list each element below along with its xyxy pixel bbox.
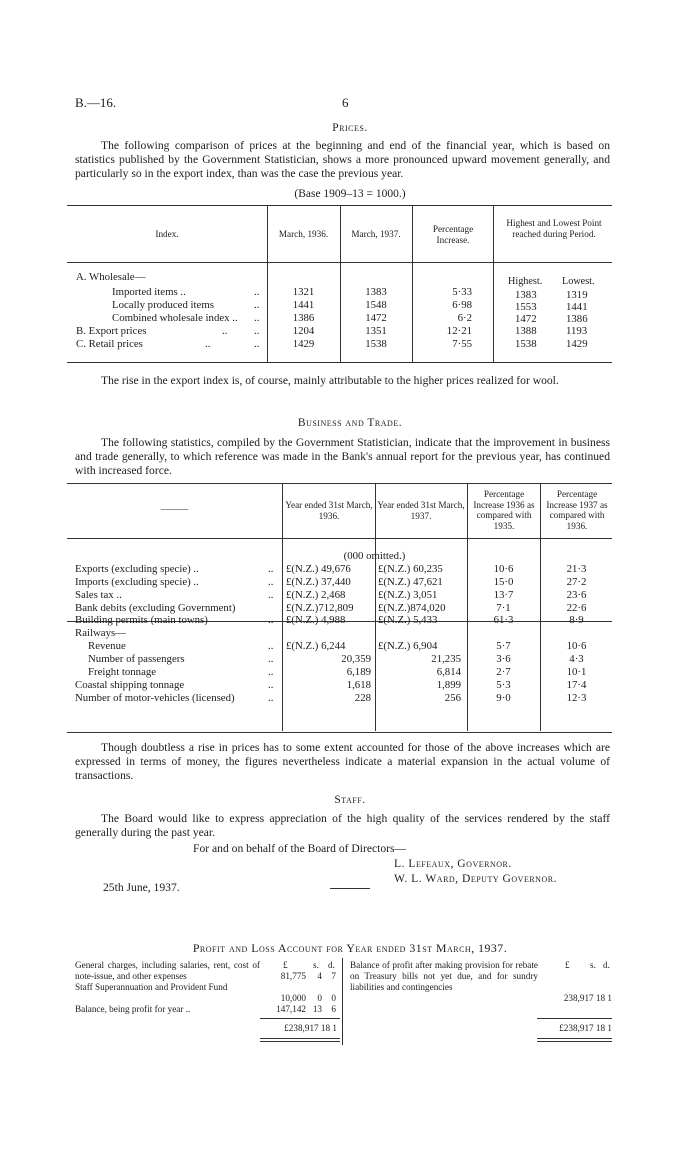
business-cell-1937: £(N.Z.) 3,051 <box>378 589 438 601</box>
business-row-label: Imports (excluding specie) .. <box>75 576 199 588</box>
prices-row-label: Locally produced items <box>112 299 214 311</box>
business-cell-pct-1936: 13·7 <box>493 589 514 601</box>
prices-cell-low: 1429 <box>566 338 588 350</box>
pl-left-amt3-pounds: 147,142 <box>276 1004 306 1014</box>
pl-right-head-pence: d. <box>603 960 610 970</box>
prices-row-label: A. Wholesale— <box>76 271 146 283</box>
business-row-label: Bank debits (excluding Government) <box>75 602 236 614</box>
prices-cell-pct: 7·55 <box>452 338 472 350</box>
pl-right-head-shillings: s. <box>590 960 596 970</box>
business-cell-pct-1937: 10·6 <box>566 640 587 652</box>
prices-base-note: (Base 1909–13 = 1000.) <box>294 188 406 200</box>
business-cell-1937: £(N.Z.) 60,235 <box>378 563 443 575</box>
prices-row-label: C. Retail prices <box>76 338 143 350</box>
prices-sub-highest: Highest. <box>508 276 543 287</box>
business-cell-1937: 6,814 <box>436 666 461 678</box>
business-heading: Business and Trade. <box>297 417 403 429</box>
prices-row-dots: .. <box>222 325 228 337</box>
business-cell-1937: 256 <box>444 692 461 704</box>
business-cell-pct-1936: 2·7 <box>496 666 511 678</box>
prices-cell-high: 1388 <box>515 325 537 337</box>
business-cell-1937: 1,899 <box>436 679 461 691</box>
business-cell-1936: £(N.Z.) 2,468 <box>286 589 346 601</box>
prices-cell-1937: 1472 <box>365 312 387 324</box>
prices-heading: Prices. <box>332 122 368 134</box>
pl-right-total: £238,917 18 1 <box>559 1023 612 1033</box>
prices-row-dots: .. <box>254 299 260 311</box>
business-row-label: Coastal shipping tonnage <box>75 679 185 691</box>
prices-cell-pct: 5·33 <box>452 286 472 298</box>
prices-cell-low: 1441 <box>566 301 588 313</box>
business-row-label: Building permits (main towns) <box>75 614 208 626</box>
prices-col-percentage: Percentage Increase. <box>432 224 474 245</box>
pl-left-head-shillings: s. <box>313 960 319 970</box>
business-row-dots: .. <box>268 692 274 704</box>
business-cell-pct-1936: 5·7 <box>496 640 511 652</box>
prices-cell-1937: 1538 <box>365 338 387 350</box>
business-row-dots: .. <box>268 640 274 652</box>
prices-cell-high: 1383 <box>515 289 537 301</box>
business-cell-pct-1936: 7·1 <box>496 602 511 614</box>
business-cell-1937: £(N.Z.)874,020 <box>378 602 446 614</box>
prices-cell-1936: 1321 <box>292 286 315 298</box>
business-cell-pct-1937: 22·6 <box>566 602 587 614</box>
prices-sub-lowest: Lowest. <box>562 276 595 287</box>
pl-left-amt1-pence: 7 <box>331 971 336 981</box>
business-row-dots: .. <box>268 589 274 601</box>
prices-cell-1937: 1548 <box>365 299 387 311</box>
pl-left-head-pounds: £ <box>283 960 288 970</box>
prices-row-label: Combined wholesale index .. <box>112 312 238 324</box>
prices-cell-1936: 1386 <box>292 312 315 324</box>
business-row-dots: .. <box>268 679 274 691</box>
prices-cell-low: 1319 <box>566 289 588 301</box>
business-col-blank: ——— <box>160 504 189 514</box>
business-cell-1936: £(N.Z.) 49,676 <box>286 563 351 575</box>
prices-cell-1936: 1429 <box>292 338 315 350</box>
signatory-deputy-governor: W. L. Ward, Deputy Governor. <box>394 872 557 885</box>
business-cell-pct-1936: 5·3 <box>496 679 511 691</box>
business-row-label: Number of passengers <box>88 653 185 665</box>
board-behalf: For and on behalf of the Board of Directors— <box>193 842 407 855</box>
prices-cell-high: 1553 <box>515 301 537 313</box>
prices-col-high-low: Highest and Lowest Point reached during Period. <box>506 218 602 239</box>
page-number: 6 <box>342 95 349 110</box>
business-cell-1936: 20,359 <box>341 653 371 665</box>
prices-cell-1936: 1204 <box>292 325 315 337</box>
staff-text: The Board would like to express appreciation of the high quality of the services rendered by the staff generally during the past year. <box>75 812 610 839</box>
business-col-pct-1937: Percentage Increase 1937 as compared with 1936. <box>546 489 608 531</box>
pl-left-amt2-pence: 0 <box>331 993 336 1003</box>
pl-right-amount: 238,917 18 1 <box>563 993 612 1003</box>
business-cell-pct-1937: 8·9 <box>569 614 584 626</box>
prices-row-label: B. Export prices <box>76 325 147 337</box>
business-row-label: Railways— <box>75 627 126 639</box>
business-row-label: Number of motor-vehicles (licensed) <box>75 692 235 704</box>
business-col-1937: Year ended 31st March, 1937. <box>377 500 465 521</box>
pl-left-item-superannuation: Staff Superannuation and Provident Fund <box>75 982 228 992</box>
pl-left-amt2-pounds: 10,000 <box>280 993 306 1003</box>
pl-heading: Profit and Loss Account for Year ended 31st March, 1937. <box>192 941 508 955</box>
staff-heading: Staff. <box>334 794 366 806</box>
business-row-dots: .. <box>268 666 274 678</box>
business-cell-1937: 21,235 <box>431 653 461 665</box>
report-date: 25th June, 1937. <box>103 881 180 894</box>
prices-col-march-1937: March, 1937. <box>351 229 401 239</box>
prices-cell-low: 1386 <box>566 313 588 325</box>
business-row-dots: .. <box>268 576 274 588</box>
prices-row-dots: .. <box>254 286 260 298</box>
business-cell-pct-1936: 10·6 <box>493 563 514 575</box>
business-col-pct-1936: Percentage Increase 1936 as compared with 1935. <box>473 489 535 531</box>
business-row-label: Freight tonnage <box>88 666 157 678</box>
pl-left-item-balance: Balance, being profit for year .. <box>75 1004 191 1014</box>
prices-col-index: Index. <box>155 229 179 239</box>
business-cell-pct-1936: 61·3 <box>493 614 514 626</box>
business-cell-pct-1936: 15·0 <box>493 576 514 588</box>
business-cell-1936: 1,618 <box>346 679 371 691</box>
business-cell-pct-1937: 12·3 <box>566 692 587 704</box>
business-row-dots: .. <box>268 614 274 626</box>
prices-cell-1937: 1351 <box>365 325 387 337</box>
prices-cell-pct: 6·2 <box>457 312 472 324</box>
business-row-dots: .. <box>268 653 274 665</box>
business-cell-pct-1937: 4·3 <box>569 653 584 665</box>
business-cell-pct-1937: 17·4 <box>566 679 587 691</box>
business-cell-pct-1937: 23·6 <box>566 589 587 601</box>
prices-cell-1937: 1383 <box>365 286 387 298</box>
export-rise-note: The rise in the export index is, of course, mainly attributable to the higher prices realized for wool. <box>101 374 559 387</box>
pl-left-amt3-pence: 6 <box>331 1004 336 1014</box>
business-cell-1936: 228 <box>354 692 371 704</box>
pl-left-amt2-shillings: 0 <box>317 993 322 1003</box>
business-cell-1937: £(N.Z.) 5,433 <box>378 614 438 626</box>
business-intro: The following statistics, compiled by the Government Statistician, indicate that the improvement in business and trade generally, to which reference was made in the Bank's annual report for the previous year, has continued with increased force. <box>75 436 610 477</box>
business-cell-pct-1936: 3·6 <box>496 653 511 665</box>
business-cell-1936: £(N.Z.) 6,244 <box>286 640 346 652</box>
business-closing: Though doubtless a rise in prices has to some extent accounted for those of the above increases which are expressed in terms of money, the figures nevertheless indicate a material expansion in the actual volume of transactions. <box>75 741 610 782</box>
pl-left-total: £238,917 18 1 <box>284 1023 337 1033</box>
business-cell-pct-1937: 10·1 <box>566 666 587 678</box>
prices-col-march-1936: March, 1936. <box>278 229 329 239</box>
pl-right-head-pounds: £ <box>565 960 570 970</box>
business-cell-1936: 6,189 <box>346 666 371 678</box>
business-col-1936: Year ended 31st March, 1936. <box>285 500 373 521</box>
prices-cell-low: 1193 <box>566 325 588 337</box>
prices-cell-pct: 6·98 <box>452 299 472 311</box>
prices-cell-1936: 1441 <box>292 299 315 311</box>
pl-right-item-balance: Balance of profit after making provision for rebate on Treasury bills not yet due, and for sundry liabilities and contingencies <box>350 960 538 992</box>
business-row-label: Revenue <box>88 640 126 652</box>
business-cell-pct-1936: 9·0 <box>496 692 511 704</box>
prices-intro: The following comparison of prices at the beginning and end of the financial year, which is based on statistics published by the Government Statistician, shows a more pronounced upward movement generally, and particularly so in the export index, than was the case the previous year. <box>75 139 610 180</box>
prices-cell-pct: 12·21 <box>446 325 472 337</box>
business-row-dots: .. <box>268 563 274 575</box>
pl-left-item-general-charges: General charges, including salaries, rent, cost of note-issue, and other expenses <box>75 960 260 981</box>
business-cell-1936: £(N.Z.) 37,440 <box>286 576 351 588</box>
business-cell-1936: £(N.Z.)712,809 <box>286 602 354 614</box>
prices-row-dots: .. <box>205 338 211 350</box>
signatory-governor: L. Lefeaux, Governor. <box>394 857 512 870</box>
business-row-label: Sales tax .. <box>75 589 122 601</box>
prices-cell-high: 1538 <box>515 338 537 350</box>
business-cell-pct-1937: 27·2 <box>566 576 587 588</box>
business-cell-1937: £(N.Z.) 6,904 <box>378 640 438 652</box>
prices-cell-high: 1472 <box>515 313 537 325</box>
omitted-note: (000 omitted.) <box>343 550 406 562</box>
business-cell-pct-1937: 21·3 <box>566 563 587 575</box>
prices-row-dots: .. <box>254 325 260 337</box>
document-reference: B.—16. <box>75 95 117 110</box>
pl-left-head-pence: d. <box>328 960 335 970</box>
business-cell-1936: £(N.Z.) 4,988 <box>286 614 346 626</box>
prices-row-dots: .. <box>254 312 260 324</box>
prices-row-dots: .. <box>254 338 260 350</box>
business-row-label: Exports (excluding specie) .. <box>75 563 199 575</box>
pl-left-amt1-pounds: 81,775 <box>280 971 306 981</box>
business-cell-1937: £(N.Z.) 47,621 <box>378 576 443 588</box>
pl-left-amt3-shillings: 13 <box>312 1004 322 1014</box>
pl-left-amt1-shillings: 4 <box>317 971 322 981</box>
prices-row-label: Imported items .. <box>112 286 186 298</box>
